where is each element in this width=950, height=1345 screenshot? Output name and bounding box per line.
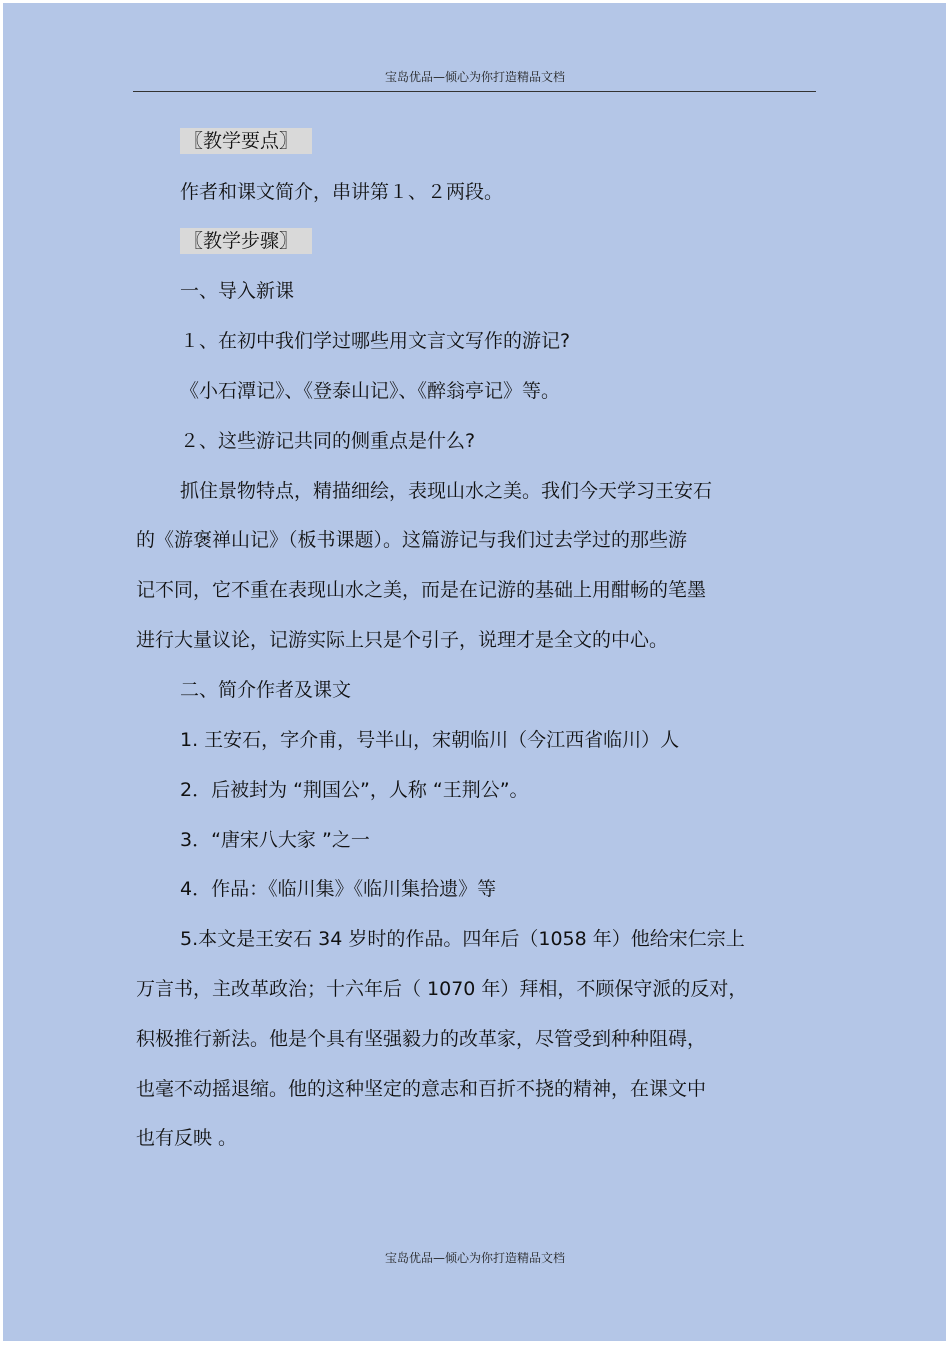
- heading-key-points: [180, 129, 312, 153]
- key-points-text: 作者和课文简介，串讲第１、２两段。: [180, 181, 504, 203]
- tag-steps: 〖教学步骤〗: [180, 228, 312, 254]
- section-one-heading: 一、导入新课: [180, 280, 295, 302]
- paragraph-line: 记不同，它不重在表现山水之美，而是在记游的基础上用酣畅的笔墨: [136, 579, 707, 601]
- paragraph-line: 进行大量议论，记游实际上只是个引子，说理才是全文的中心。: [136, 629, 669, 651]
- heading-steps: [180, 229, 312, 253]
- page-header: 宝岛优品—倾心为你打造精品文档: [384, 70, 565, 84]
- tag-key-points: 〖教学要点〗: [180, 128, 312, 154]
- paragraph-line: 积极推行新法。他是个具有坚强毅力的改革家，尽管受到种种阻碍，: [136, 1028, 707, 1050]
- question-one: １、在初中我们学过哪些用文言文写作的游记?: [180, 330, 571, 352]
- list-item: 5.本文是王安石 34 岁时的作品。四年后（1058 年）他给宋仁宗上: [180, 928, 745, 950]
- paragraph-line: 也有反映 。: [136, 1127, 238, 1149]
- question-two: ２、这些游记共同的侧重点是什么?: [180, 430, 476, 452]
- list-item: 2．后被封为 “荆国公”，人称 “王荆公”。: [180, 779, 529, 801]
- paragraph-line: 的《游褒禅山记》（板书课题）。这篇游记与我们过去学过的那些游: [136, 529, 688, 551]
- paragraph-line: 抓住景物特点，精描细绘，表现山水之美。我们今天学习王安石: [180, 480, 713, 502]
- paragraph-line: 也毫不动摇退缩。他的这种坚定的意志和百折不挠的精神，在课文中: [136, 1078, 707, 1100]
- page-footer: 宝岛优品—倾心为你打造精品文档: [384, 1251, 565, 1265]
- list-item: 1. 王安石，字介甫，号半山，宋朝临川（今江西省临川）人: [180, 729, 680, 751]
- paragraph-line: 万言书，主改革政治；十六年后（ 1070 年）拜相，不顾保守派的反对，: [136, 978, 748, 1000]
- list-item: 4．作品：《临川集》《临川集拾遗》等: [180, 878, 497, 900]
- section-two-heading: 二、简介作者及课文: [180, 679, 352, 701]
- header-divider: [133, 91, 816, 92]
- answer-one: 《小石潭记》、《登泰山记》、《醉翁亭记》等。: [180, 380, 561, 402]
- list-item: 3．“唐宋八大家 ”之一: [180, 829, 370, 851]
